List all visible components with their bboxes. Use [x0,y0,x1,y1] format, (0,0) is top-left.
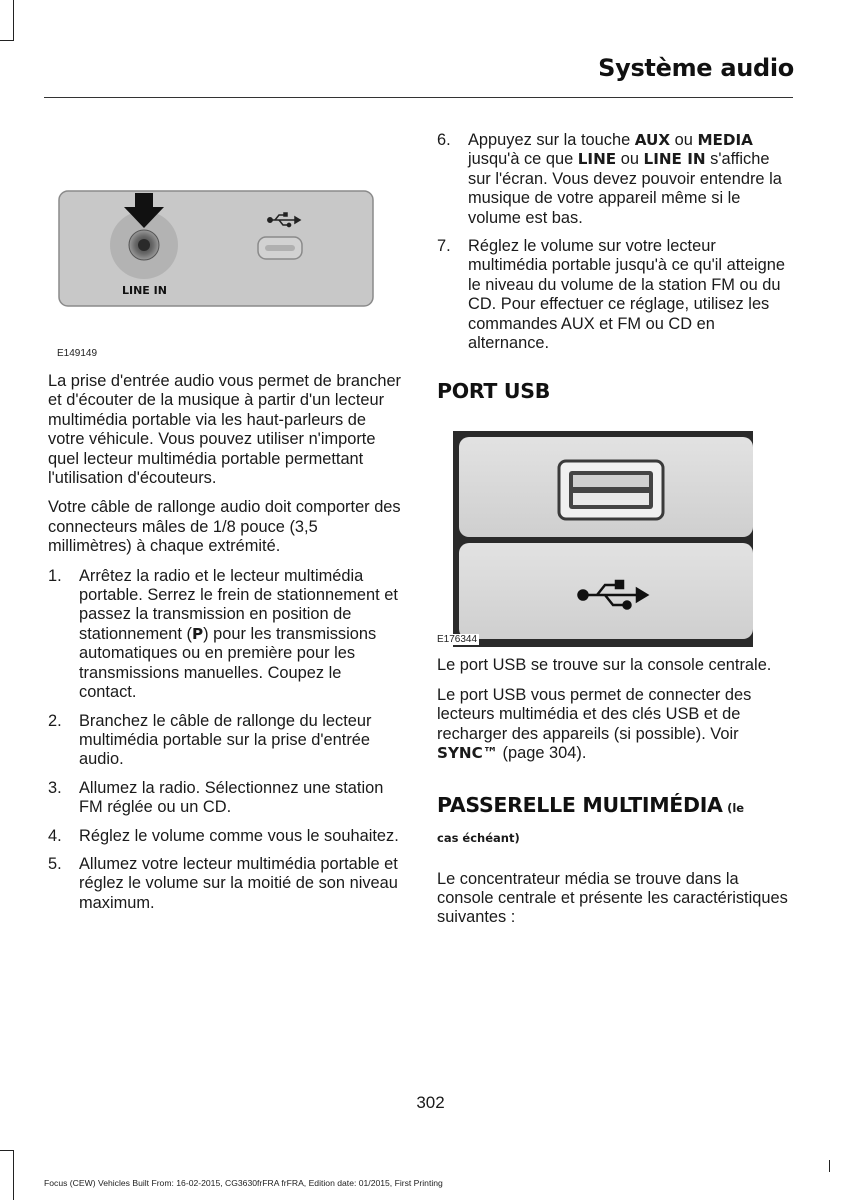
text-run: s'affiche sur l'écran. Vous devez pouvoir entendre la musique de votre appareil même si le volume est bas. [468,150,782,227]
list-item [437,131,792,228]
list-item-text: Allumez votre lecteur multimédia portable et réglez le volume sur la moitié de son niveau maximum. [79,854,398,912]
bold-text: LINE [577,150,617,169]
crop-mark [13,0,14,40]
crop-mark [13,1150,14,1200]
list-item-text: Réglez le volume comme vous le souhaitez. [79,826,399,845]
bold-text: P [191,624,204,643]
list-item-number: 6. [437,131,451,149]
line-in-label: LINE IN [122,284,167,297]
crop-mark [0,40,14,41]
paragraph: Le port USB se trouve sur la console centrale. [437,656,772,675]
text-run: (page 304). [497,744,587,763]
list-item [48,567,403,703]
heading-qualifier: cas échéant) [437,830,520,845]
usb-section-heading: PORT USB [437,379,551,404]
list-item-number: 2. [48,711,62,730]
text-run: ou [616,150,644,169]
list-item-text [79,567,403,703]
heading-text: PASSERELLE MULTIMÉDIA [437,792,723,817]
list-item-text: Allumez la radio. Sélectionnez une station FM réglée ou un CD. [79,778,384,817]
list-item-number: 7. [437,237,451,256]
line-in-panel-illustration [58,190,374,307]
footer-text: Focus (CEW) Vehicles Built From: 16-02-2015, CG3630frFRA frFRA, Edition date: 01/2015, First Printing [44,1178,443,1188]
paragraph: La prise d'entrée audio vous permet de brancher et d'écouter de la musique à partir d'un lecteur multimédia portable via les haut-parleurs de votre véhicule. Vous pouvez utiliser n'importe quel lecteur multimédia portable permettant l'utilisation d'écouteurs. [48,372,402,488]
bold-text: AUX [634,131,671,149]
left-column [48,372,403,922]
list-item-number: 1. [48,566,62,585]
figure-code: E176344 [437,634,478,646]
usb-port-figure [437,431,753,647]
text-run: ) pour les transmissions automatiques ou en première pour les transmissions manuelles. Coupez le contact. [79,624,377,702]
text-run: Le port USB vous permet de connecter des lecteurs multimédia et des clés USB et de recharger des appareils (si possible). Voir [437,685,752,743]
crop-mark [0,1150,14,1151]
heading-qualifier: (le [727,800,745,815]
bold-text: LINE IN [643,150,706,169]
text-run: Appuyez sur la touche [468,131,635,149]
usb-port-illustration [437,431,753,647]
right-column [437,131,792,938]
text-run: ou [670,131,698,149]
list-item [48,779,403,818]
list-item-text [468,131,792,228]
paragraph: Votre câble de rallonge audio doit comporter des connecteurs mâles de 1/8 pouce (3,5 millimètres) à chaque extrémité. [48,498,401,556]
list-item [48,712,403,770]
list-item-text: Branchez le câble de rallonge du lecteur multimédia portable sur la prise d'entrée audio. [79,711,372,769]
list-item [48,855,403,913]
paragraph [437,686,792,764]
text-run: jusqu'à ce que [468,150,578,169]
list-item-text: Réglez le volume sur votre lecteur multimédia portable jusqu'à ce qu'il atteigne le niveau du volume de la station FM ou du CD. Pour effectuer ce réglage, utilisez les commandes AUX et FM ou CD en alternance. [468,237,785,353]
cross-reference-link[interactable]: SYNC™ [437,744,498,763]
crop-mark [829,1160,830,1172]
list-item-number: 4. [48,826,62,845]
media-hub-section-heading [437,790,792,853]
steps-list [48,567,403,914]
header-rule [44,97,793,98]
text-run: Arrêtez la radio et le lecteur multimédia portable. Serrez le frein de stationnement et passez la transmission en position de stationnement ( [79,566,398,643]
list-item-number: 5. [48,854,62,873]
line-in-figure [58,190,374,307]
list-item [437,237,792,353]
list-item-number: 3. [48,778,62,797]
steps-list-continued [437,131,792,353]
list-item [48,827,403,846]
paragraph: Le concentrateur média se trouve dans la console centrale et présente les caractéristiques suivantes : [437,869,788,927]
figure-code: E149149 [57,348,98,359]
bold-text: MEDIA [697,131,753,149]
down-arrow-icon [122,193,166,229]
page-title: Système audio [598,54,794,82]
page-number: 302 [416,1093,445,1112]
